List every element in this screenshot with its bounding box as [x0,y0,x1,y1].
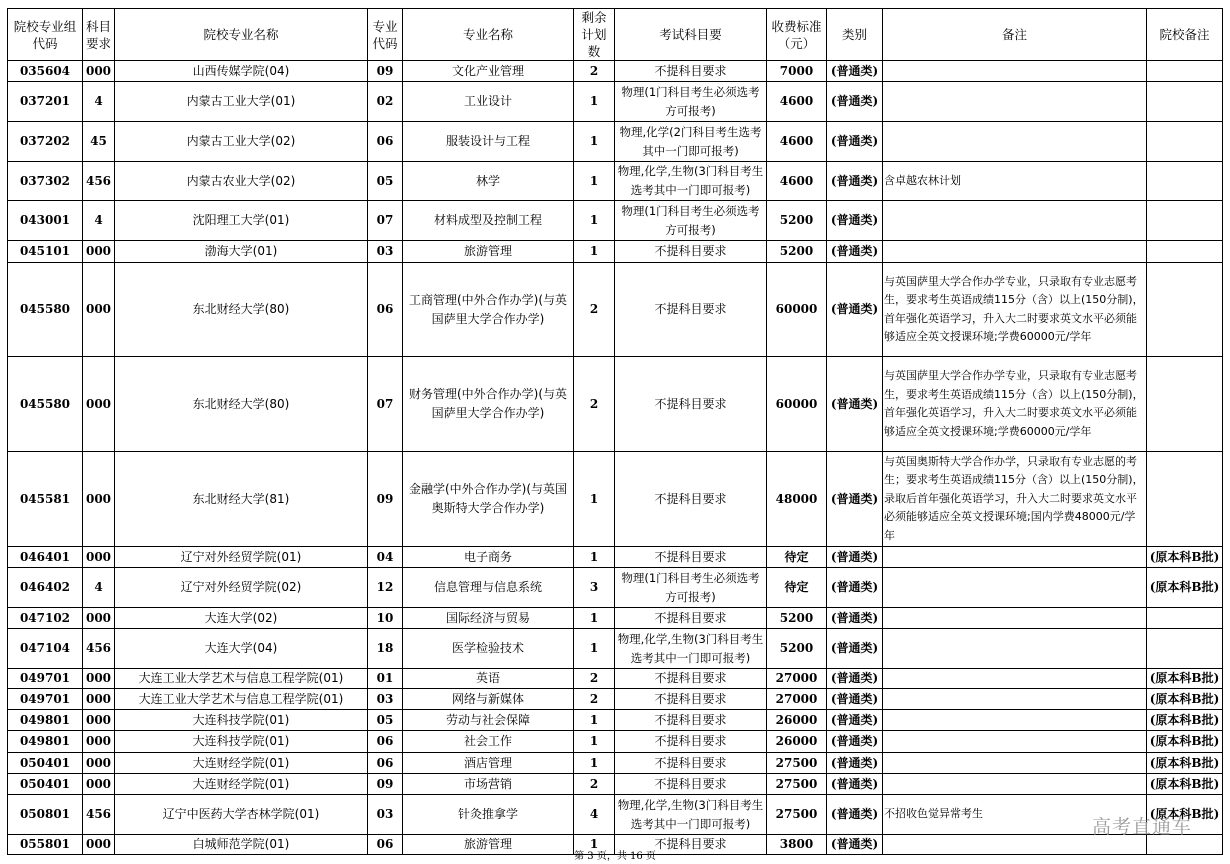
cell-group-code: 045581 [8,452,83,547]
cell-category: (普通类) [827,753,883,774]
cell-remaining-plan: 1 [574,547,615,568]
cell-school-remarks: (原本科B批) [1147,795,1223,835]
table-row [8,568,1223,608]
cell-category: (普通类) [827,710,883,731]
cell-exam-subjects: 不提科目要求 [615,710,767,731]
cell-major-name: 国际经济与贸易 [403,608,574,629]
cell-category: (普通类) [827,629,883,669]
cell-subject-req: 4 [83,568,115,608]
header-school-major-name: 院校专业名称 [115,9,368,61]
table-row [8,61,1223,82]
page-footer: 第 3 页，共 16 页 [574,851,656,862]
cell-major-name: 英语 [403,669,574,689]
cell-major-name: 电子商务 [403,547,574,568]
cell-remarks [883,629,1147,669]
cell-exam-subjects: 不提科目要求 [615,608,767,629]
cell-tuition: 60000 [767,263,827,357]
cell-major-name: 财务管理(中外合作办学)(与英国萨里大学合作办学) [403,357,574,452]
cell-exam-subjects: 不提科目要求 [615,357,767,452]
cell-exam-subjects: 不提科目要求 [615,452,767,547]
cell-major-code: 02 [368,82,403,122]
cell-tuition: 待定 [767,547,827,568]
cell-group-code: 049801 [8,731,83,753]
header-tuition: 收费标准（元） [767,9,827,61]
table-header-row [8,9,1223,61]
cell-major-name: 旅游管理 [403,835,574,855]
cell-school-remarks [1147,608,1223,629]
cell-exam-subjects: 不提科目要求 [615,753,767,774]
cell-tuition: 4600 [767,162,827,201]
cell-category: (普通类) [827,774,883,795]
cell-tuition: 待定 [767,568,827,608]
cell-major-code: 10 [368,608,403,629]
cell-major-code: 04 [368,547,403,568]
cell-major-name: 工业设计 [403,82,574,122]
cell-major-code: 06 [368,835,403,855]
header-subject-req: 科目要求 [83,9,115,61]
cell-remaining-plan: 1 [574,162,615,201]
header-major-code: 专业代码 [368,9,403,61]
cell-tuition: 5200 [767,629,827,669]
cell-tuition: 5200 [767,608,827,629]
cell-remaining-plan: 1 [574,122,615,162]
cell-major-code: 03 [368,689,403,710]
cell-school-remarks: (原本科B批) [1147,689,1223,710]
cell-major-name: 劳动与社会保障 [403,710,574,731]
cell-exam-subjects: 物理,化学(2门科目考生选考其中一门即可报考) [615,122,767,162]
cell-remarks [883,689,1147,710]
cell-remarks [883,122,1147,162]
cell-subject-req: 4 [83,201,115,241]
cell-category: (普通类) [827,122,883,162]
cell-school-remarks [1147,82,1223,122]
cell-group-code: 046402 [8,568,83,608]
cell-major-code: 07 [368,201,403,241]
cell-subject-req: 000 [83,608,115,629]
cell-remarks: 含卓越农林计划 [883,162,1147,201]
cell-remaining-plan: 1 [574,201,615,241]
cell-remaining-plan: 2 [574,357,615,452]
cell-remarks: 与英国奥斯特大学合作办学，只录取有专业志愿的考生；要求考生英语成绩115分（含）以上(150分制)，录取后首年强化英语学习，升入大二时要求英文水平必须能够适应全英文授课环境;国内学费48000元/学年 [883,452,1147,547]
table-row [8,710,1223,731]
cell-school-remarks [1147,201,1223,241]
cell-school-remarks [1147,241,1223,263]
cell-group-code: 049701 [8,669,83,689]
cell-exam-subjects: 不提科目要求 [615,669,767,689]
table-row [8,731,1223,753]
cell-remaining-plan: 2 [574,263,615,357]
cell-tuition: 26000 [767,710,827,731]
cell-major-code: 01 [368,669,403,689]
table-row [8,241,1223,263]
cell-school-major-name: 沈阳理工大学(01) [115,201,368,241]
cell-subject-req: 456 [83,629,115,669]
cell-remarks: 不招收色觉异常考生 [883,795,1147,835]
cell-major-name: 网络与新媒体 [403,689,574,710]
cell-subject-req: 000 [83,547,115,568]
cell-remaining-plan: 1 [574,82,615,122]
cell-major-code: 03 [368,795,403,835]
cell-school-major-name: 大连工业大学艺术与信息工程学院(01) [115,689,368,710]
table-row [8,753,1223,774]
cell-category: (普通类) [827,568,883,608]
cell-category: (普通类) [827,357,883,452]
cell-tuition: 7000 [767,61,827,82]
cell-tuition: 27000 [767,689,827,710]
table-row [8,122,1223,162]
cell-remarks [883,731,1147,753]
table-row [8,547,1223,568]
cell-major-code: 06 [368,731,403,753]
cell-group-code: 045580 [8,263,83,357]
table-row [8,608,1223,629]
table-row [8,629,1223,669]
cell-group-code: 035604 [8,61,83,82]
cell-subject-req: 000 [83,753,115,774]
cell-exam-subjects: 物理(1门科目考生必须选考方可报考) [615,201,767,241]
cell-subject-req: 45 [83,122,115,162]
cell-exam-subjects: 物理,化学,生物(3门科目考生选考其中一门即可报考) [615,162,767,201]
cell-major-name: 旅游管理 [403,241,574,263]
cell-category: (普通类) [827,689,883,710]
cell-school-major-name: 内蒙古工业大学(01) [115,82,368,122]
cell-category: (普通类) [827,201,883,241]
cell-exam-subjects: 不提科目要求 [615,263,767,357]
table-row [8,669,1223,689]
table-row [8,357,1223,452]
cell-school-remarks: (原本科B批) [1147,547,1223,568]
cell-subject-req: 456 [83,795,115,835]
cell-major-name: 社会工作 [403,731,574,753]
cell-subject-req: 000 [83,357,115,452]
cell-major-name: 针灸推拿学 [403,795,574,835]
table-row [8,774,1223,795]
cell-major-name: 林学 [403,162,574,201]
cell-group-code: 050801 [8,795,83,835]
watermark: 高考直通车 [1092,816,1193,838]
table-row [8,82,1223,122]
cell-exam-subjects: 不提科目要求 [615,774,767,795]
cell-subject-req: 000 [83,835,115,855]
cell-tuition: 27500 [767,774,827,795]
cell-major-code: 06 [368,263,403,357]
cell-remarks [883,241,1147,263]
cell-remarks [883,568,1147,608]
cell-major-code: 09 [368,61,403,82]
cell-group-code: 050401 [8,774,83,795]
table-row [8,201,1223,241]
cell-subject-req: 000 [83,731,115,753]
cell-group-code: 046401 [8,547,83,568]
cell-exam-subjects: 不提科目要求 [615,241,767,263]
cell-exam-subjects: 物理,化学,生物(3门科目考生选考其中一门即可报考) [615,629,767,669]
cell-subject-req: 000 [83,263,115,357]
cell-exam-subjects: 不提科目要求 [615,547,767,568]
cell-major-code: 09 [368,452,403,547]
cell-school-major-name: 白城师范学院(01) [115,835,368,855]
cell-major-name: 文化产业管理 [403,61,574,82]
cell-major-code: 18 [368,629,403,669]
cell-school-remarks: (原本科B批) [1147,753,1223,774]
cell-category: (普通类) [827,82,883,122]
cell-major-name: 医学检验技术 [403,629,574,669]
cell-subject-req: 000 [83,669,115,689]
cell-group-code: 049801 [8,710,83,731]
cell-category: (普通类) [827,669,883,689]
cell-remarks [883,669,1147,689]
table-row [8,162,1223,201]
cell-subject-req: 000 [83,774,115,795]
cell-school-remarks [1147,61,1223,82]
cell-subject-req: 000 [83,710,115,731]
admission-plan-table [7,8,1223,855]
cell-remarks [883,61,1147,82]
cell-school-major-name: 东北财经大学(81) [115,452,368,547]
cell-school-major-name: 东北财经大学(80) [115,263,368,357]
cell-major-name: 金融学(中外合作办学)(与英国奥斯特大学合作办学) [403,452,574,547]
cell-exam-subjects: 物理(1门科目考生必须选考方可报考) [615,82,767,122]
cell-category: (普通类) [827,162,883,201]
header-exam-subjects: 考试科目要 [615,9,767,61]
cell-school-remarks: (原本科B批) [1147,710,1223,731]
cell-group-code: 037202 [8,122,83,162]
cell-remaining-plan: 2 [574,689,615,710]
cell-subject-req: 000 [83,241,115,263]
cell-category: (普通类) [827,452,883,547]
cell-school-major-name: 大连财经学院(01) [115,753,368,774]
cell-exam-subjects: 不提科目要求 [615,731,767,753]
cell-remarks [883,710,1147,731]
cell-remaining-plan: 1 [574,608,615,629]
cell-school-major-name: 渤海大学(01) [115,241,368,263]
cell-remaining-plan: 1 [574,629,615,669]
cell-school-remarks: (原本科B批) [1147,731,1223,753]
cell-school-major-name: 大连科技学院(01) [115,710,368,731]
header-school-remarks: 院校备注 [1147,9,1223,61]
cell-major-code: 06 [368,753,403,774]
cell-major-name: 服装设计与工程 [403,122,574,162]
cell-school-major-name: 大连工业大学艺术与信息工程学院(01) [115,669,368,689]
cell-remaining-plan: 3 [574,568,615,608]
cell-remaining-plan: 2 [574,61,615,82]
cell-category: (普通类) [827,795,883,835]
cell-exam-subjects: 不提科目要求 [615,61,767,82]
cell-school-major-name: 大连大学(02) [115,608,368,629]
cell-remarks [883,82,1147,122]
header-group-code: 院校专业组代码 [8,9,83,61]
cell-school-major-name: 内蒙古工业大学(02) [115,122,368,162]
cell-tuition: 60000 [767,357,827,452]
header-major-name: 专业名称 [403,9,574,61]
cell-school-major-name: 辽宁对外经贸学院(02) [115,568,368,608]
cell-subject-req: 4 [83,82,115,122]
cell-tuition: 4600 [767,122,827,162]
header-remarks: 备注 [883,9,1147,61]
cell-school-major-name: 山西传媒学院(04) [115,61,368,82]
table-row [8,263,1223,357]
table-row [8,795,1223,835]
cell-category: (普通类) [827,61,883,82]
cell-remaining-plan: 2 [574,774,615,795]
cell-major-name: 工商管理(中外合作办学)(与英国萨里大学合作办学) [403,263,574,357]
cell-category: (普通类) [827,731,883,753]
cell-major-name: 材料成型及控制工程 [403,201,574,241]
cell-school-major-name: 大连大学(04) [115,629,368,669]
cell-major-code: 12 [368,568,403,608]
cell-remaining-plan: 1 [574,753,615,774]
cell-category: (普通类) [827,263,883,357]
cell-tuition: 5200 [767,241,827,263]
cell-remaining-plan: 1 [574,452,615,547]
table-body [8,61,1223,855]
cell-category: (普通类) [827,608,883,629]
cell-remarks [883,547,1147,568]
cell-remarks [883,201,1147,241]
cell-school-major-name: 大连科技学院(01) [115,731,368,753]
cell-group-code: 037302 [8,162,83,201]
cell-group-code: 045101 [8,241,83,263]
cell-school-major-name: 东北财经大学(80) [115,357,368,452]
cell-tuition: 4600 [767,82,827,122]
cell-major-name: 信息管理与信息系统 [403,568,574,608]
cell-remarks [883,608,1147,629]
cell-exam-subjects: 物理(1门科目考生必须选考方可报考) [615,568,767,608]
cell-tuition: 27000 [767,669,827,689]
cell-major-name: 酒店管理 [403,753,574,774]
cell-remaining-plan: 1 [574,835,615,855]
cell-tuition: 26000 [767,731,827,753]
cell-remaining-plan: 4 [574,795,615,835]
cell-tuition: 3800 [767,835,827,855]
cell-tuition: 5200 [767,201,827,241]
cell-major-code: 03 [368,241,403,263]
cell-school-remarks: (原本科B批) [1147,669,1223,689]
cell-subject-req: 000 [83,61,115,82]
cell-major-code: 05 [368,710,403,731]
table-row [8,689,1223,710]
table-row [8,452,1223,547]
cell-remaining-plan: 1 [574,731,615,753]
cell-school-remarks: (原本科B批) [1147,774,1223,795]
cell-subject-req: 456 [83,162,115,201]
header-remaining-plan: 剩余计划数 [574,9,615,61]
cell-school-remarks [1147,122,1223,162]
cell-major-code: 09 [368,774,403,795]
cell-tuition: 27500 [767,795,827,835]
cell-school-remarks [1147,162,1223,201]
cell-exam-subjects: 不提科目要求 [615,689,767,710]
cell-exam-subjects: 物理,化学,生物(3门科目考生选考其中一门即可报考) [615,795,767,835]
cell-subject-req: 000 [83,689,115,710]
cell-group-code: 047102 [8,608,83,629]
cell-school-remarks [1147,629,1223,669]
cell-school-major-name: 内蒙古农业大学(02) [115,162,368,201]
cell-remarks: 与英国萨里大学合作办学专业，只录取有专业志愿考生，要求考生英语成绩115分（含）以上(150分制)，首年强化英语学习，升入大二时要求英文水平必须能够适应全英文授课环境;学费60000元/学年 [883,357,1147,452]
cell-remarks [883,774,1147,795]
cell-remarks: 与英国萨里大学合作办学专业，只录取有专业志愿考生，要求考生英语成绩115分（含）以上(150分制)，首年强化英语学习，升入大二时要求英文水平必须能够适应全英文授课环境;学费60000元/学年 [883,263,1147,357]
cell-group-code: 037201 [8,82,83,122]
header-category: 类别 [827,9,883,61]
cell-remaining-plan: 2 [574,669,615,689]
cell-category: (普通类) [827,241,883,263]
cell-category: (普通类) [827,547,883,568]
cell-group-code: 050401 [8,753,83,774]
cell-school-remarks [1147,263,1223,357]
cell-school-major-name: 辽宁对外经贸学院(01) [115,547,368,568]
cell-school-remarks: (原本科B批) [1147,568,1223,608]
cell-major-code: 06 [368,122,403,162]
cell-exam-subjects: 不提科目要求 [615,835,767,855]
cell-group-code: 047104 [8,629,83,669]
cell-remaining-plan: 1 [574,710,615,731]
cell-tuition: 48000 [767,452,827,547]
cell-school-remarks [1147,357,1223,452]
cell-remaining-plan: 1 [574,241,615,263]
cell-school-remarks [1147,452,1223,547]
cell-tuition: 27500 [767,753,827,774]
cell-major-name: 市场营销 [403,774,574,795]
cell-category: (普通类) [827,835,883,855]
cell-group-code: 055801 [8,835,83,855]
cell-subject-req: 000 [83,452,115,547]
cell-major-code: 07 [368,357,403,452]
cell-major-code: 05 [368,162,403,201]
cell-school-major-name: 辽宁中医药大学杏林学院(01) [115,795,368,835]
cell-school-major-name: 大连财经学院(01) [115,774,368,795]
cell-remarks [883,753,1147,774]
cell-group-code: 049701 [8,689,83,710]
cell-group-code: 043001 [8,201,83,241]
cell-group-code: 045580 [8,357,83,452]
